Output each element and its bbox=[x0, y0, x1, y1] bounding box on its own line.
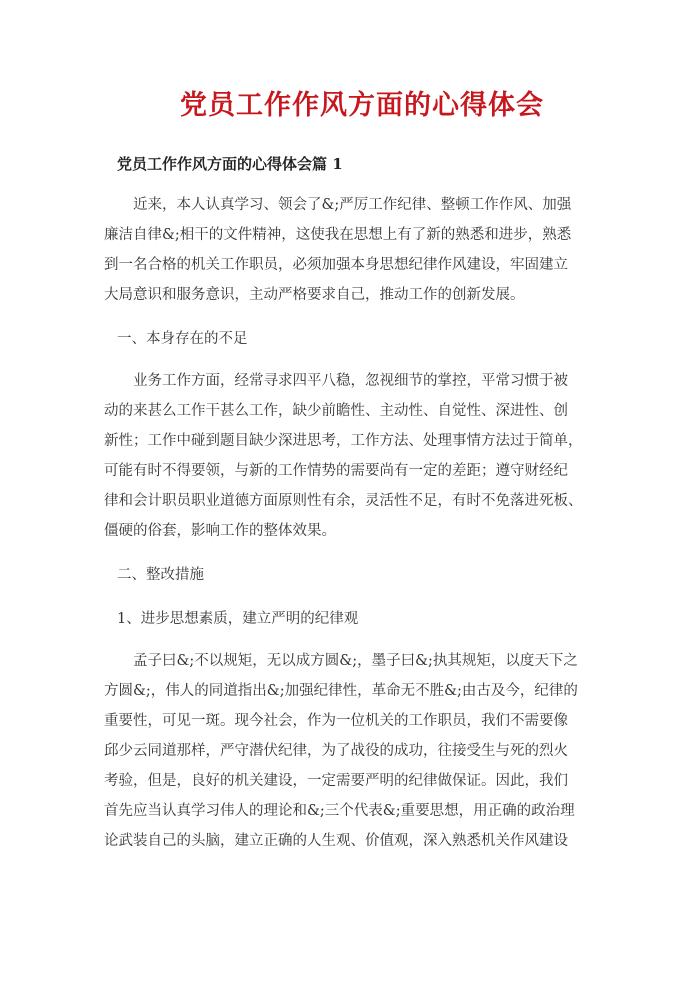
paragraph-line: 论武装自己的头脑，建立正确的人生观、价值观，深入熟悉机关作风建设 bbox=[104, 833, 568, 849]
document-title: 党员工作作风方面的心得体会 bbox=[180, 90, 544, 121]
section-subtitle: 党员工作作风方面的心得体会篇 1 bbox=[117, 155, 343, 173]
paragraph-line: 邱少云同道那样，严守潜伏纪律，为了战役的成功，往接受生与死的烈火 bbox=[104, 743, 568, 759]
paragraph-shortcomings bbox=[104, 366, 612, 546]
paragraph-line: 方圆&;，伟人的同道指出&;加强纪律性，革命无不胜&;由古及今，纪律的 bbox=[104, 683, 578, 699]
paragraph-line: 首先应当认真学习伟人的理论和&;三个代表&;重要思想，用正确的政治理 bbox=[104, 803, 575, 819]
paragraph-line: 律和会计职员职业道德方面原则性有余，灵活性不足，有时不免落进死板、 bbox=[104, 493, 583, 509]
paragraph-intro bbox=[104, 190, 612, 310]
paragraph-line: 业务工作方面，经常寻求四平八稳，忽视细节的掌控，平常习惯于被 bbox=[133, 373, 568, 389]
paragraph-line: 新性；工作中碰到题目缺少深进思考，工作方法、处理事情方法过于简单， bbox=[104, 433, 583, 449]
paragraph-line: 可能有时不得要领，与新的工作情势的需要尚有一定的差距；遵守财经纪 bbox=[104, 463, 568, 479]
paragraph-line: 动的来甚么工作干甚么工作，缺少前瞻性、主动性、自觉性、深进性、创 bbox=[104, 403, 568, 419]
paragraph-line: 考验，但是，良好的机关建设，一定需要严明的纪律做保证。因此，我们 bbox=[104, 773, 568, 789]
section-heading-measures: 二、整改措施 bbox=[117, 567, 204, 583]
paragraph-line: 廉洁自律&;相干的文件精神，这使我在思想上有了新的熟悉和进步，熟悉 bbox=[104, 227, 572, 243]
paragraph-line: 重要性，可见一斑。现今社会，作为一位机关的工作职员，我们不需要像 bbox=[104, 713, 568, 729]
paragraph-line: 大局意识和服务意识，主动严格要求自己，推动工作的创新发展。 bbox=[104, 287, 525, 303]
paragraph-discipline bbox=[104, 646, 612, 856]
paragraph-line: 孟子曰&;不以规矩，无以成方圆&;，墨子曰&;执其规矩，以度天下之 bbox=[133, 653, 578, 669]
paragraph-line: 近来，本人认真学习、领会了&;严厉工作纪律、整顿工作作风、加强 bbox=[133, 197, 572, 213]
paragraph-line: 到一名合格的机关工作职员，必须加强本身思想纪律作风建设，牢固建立 bbox=[104, 257, 568, 273]
paragraph-line: 僵硬的俗套，影响工作的整体效果。 bbox=[104, 523, 336, 539]
section-heading-shortcomings: 一、本身存在的不足 bbox=[117, 331, 248, 347]
subsection-heading-discipline: 1、进步思想素质，建立严明的纪律观 bbox=[117, 611, 359, 627]
